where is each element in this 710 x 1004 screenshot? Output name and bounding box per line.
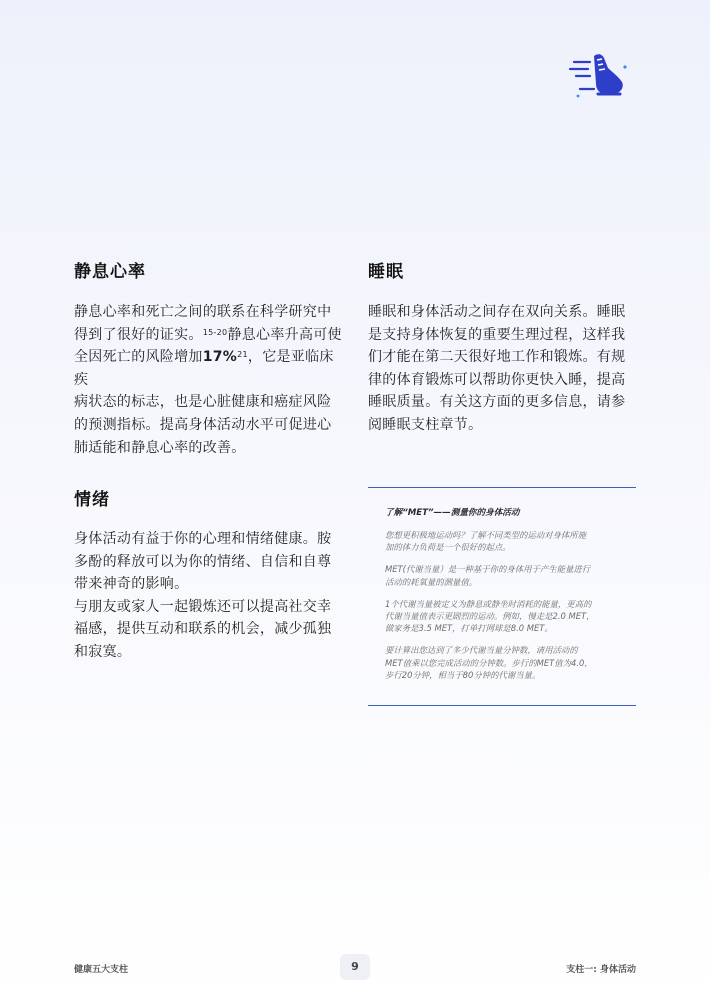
paragraph-mood: 身体活动有益于你的心理和情绪健康。胺 多酚的释放可以为你的情绪、自信和自尊 带来神奇的影响。 与朋友或家人一起锻炼还可以提高社交幸 福感，提供互动和联系的机会，减少孤独 和寂寞。 [74,531,332,660]
met-paragraph: 您想更积极地运动吗？了解不同类型的运动对身体所施 加的体力负荷是一个很好的起点。 [385,530,586,553]
footer-section-title: 支柱一: 身体活动 [566,965,636,975]
paragraph-sleep: 睡眠和身体活动之间存在双向关系。睡眠 是支持身体恢复的重要生理过程，这样我 们才能在第二天很好地工作和锻炼。有规 律的体育锻炼可以帮助你更快入睡，提高 睡眠质量。有关这方面的更多信息，请参 阅睡眠支柱章节。 [368,304,626,433]
met-paragraph: 1个代谢当量被定义为静息或静坐时消耗的能量，更高的 代谢当量值表示更剧烈的运动。例如，慢走是2.0 MET， 做家务是3.5 MET，打单打网球是8.0 MET。 [385,598,595,634]
heading-resting-heart-rate: 静息心率 [74,262,146,282]
citation-ref: 21 [237,350,248,360]
met-paragraph: 要计算出您达到了多少代谢当量分钟数，请用活动的 MET值乘以您完成活动的分钟数。步行的MET值为4.0， 步行20分钟，相当于80分钟的代谢当量。 [385,645,593,680]
heading-mood: 情绪 [74,490,110,510]
met-paragraph: MET(代谢当量）是一种基于你的身体用于产生能量进行 活动的耗氧量的测量值。 [385,564,591,587]
running-shoe-icon [568,48,630,100]
paragraph-resting-heart-rate: 静息心率和死亡之间的联系在科学研究中 得到了很好的证实。$^{15-20}$静息心率升高可使 全因死亡的风险增加17%$^{21}$，它是亚临床疾 病状态的标志，也是心脏健康和癌症风险 的预测指标。提高身体活动水平可促进心 肺适能和静息心率的改善。 [74,304,342,456]
heading-sleep: 睡眠 [368,262,404,282]
footer-document-title: 健康五大支柱 [74,965,129,975]
met-info-box [368,487,636,706]
page-number: 9 [340,954,370,980]
met-box-title: 了解“MET”——测量你的身体活动 [385,508,520,518]
citation-ref: 15-20 [202,327,228,337]
